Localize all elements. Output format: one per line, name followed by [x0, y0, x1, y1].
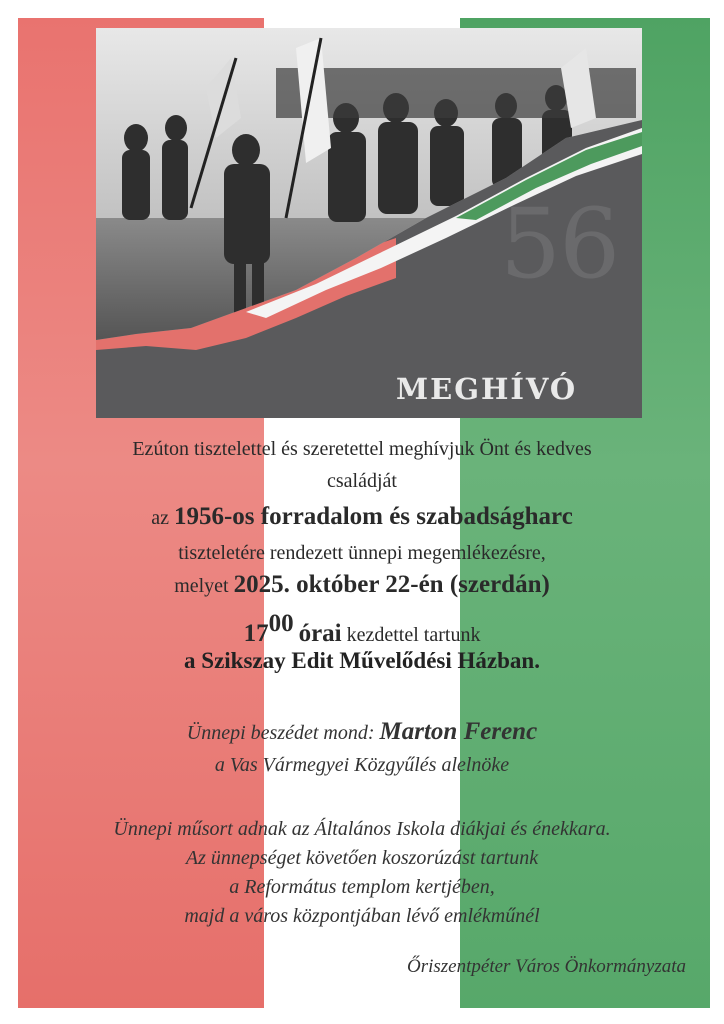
intro-line-2: családját: [327, 470, 397, 492]
event-venue: a Szikszay Edit Művelődési Házban.: [184, 648, 540, 673]
organizer-signature: Őriszentpéter Város Önkormányzata: [407, 956, 686, 977]
time-minutes: 00: [268, 610, 294, 637]
speaker-name: Marton Ferenc: [379, 718, 538, 745]
date-prefix: melyet: [174, 575, 229, 597]
event-title-line: [0, 503, 724, 531]
speech-label: Ünnepi beszédet mond:: [186, 722, 375, 744]
event-date: 2025. október 22-én (szerdán): [233, 571, 550, 598]
invitation-heading: MEGHÍVÓ: [396, 372, 578, 406]
year-mark-56: 56: [500, 188, 619, 300]
program-line-4: majd a város központjában lévő emlékműnél: [184, 905, 540, 927]
time-word: órai: [298, 620, 342, 647]
speaker-role: a Vas Vármegyei Közgyűlés alelnöke: [214, 754, 510, 776]
event-purpose: tiszteletére rendezett ünnepi megemlékezésre,: [178, 542, 546, 564]
speech-line: [0, 718, 724, 746]
program-line-2: Az ünnepséget követően koszorúzást tartunk: [185, 847, 539, 869]
time-hour: 17: [243, 620, 269, 647]
program-line-3: a Református templom kertjében,: [229, 876, 495, 898]
intro-line-1: Ezúton tisztelettel és szeretettel meghívjuk Önt és kedves: [132, 438, 592, 460]
event-date-line: [0, 571, 724, 599]
event-prefix: az: [151, 507, 169, 529]
program-line-1: Ünnepi műsort adnak az Általános Iskola diákjai és énekkara.: [113, 818, 611, 840]
revolution-photo-collage: [96, 28, 642, 418]
time-suffix: kezdettel tartunk: [346, 624, 481, 646]
event-time-line: [0, 610, 724, 648]
event-title: 1956-os forradalom és szabadságharc: [173, 503, 573, 530]
